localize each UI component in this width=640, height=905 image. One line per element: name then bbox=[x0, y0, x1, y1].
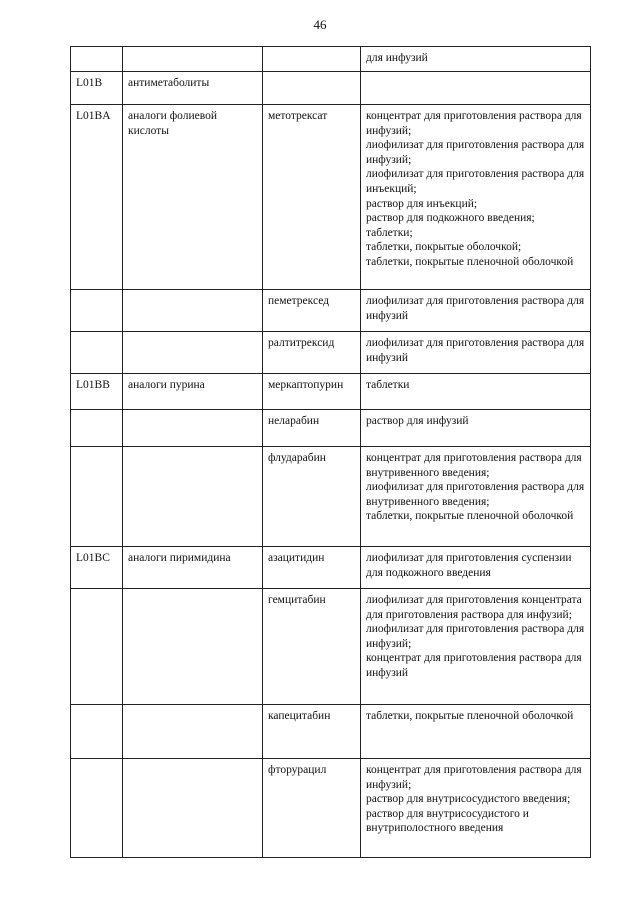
table-row bbox=[71, 105, 591, 290]
pharmacological-group-cell bbox=[123, 47, 263, 72]
dosage-form-line: концентрат для приготовления раствора для внутривенного введения; bbox=[366, 452, 582, 479]
dosage-form-line: лиофилизат для приготовления раствора для инъекций; bbox=[366, 168, 585, 195]
dosage-form-line: лиофилизат для приготовления раствора для инфузий bbox=[366, 295, 585, 322]
atc-code-cell bbox=[71, 705, 123, 759]
pharmacological-group-cell bbox=[123, 332, 263, 374]
pharmacological-group-cell bbox=[123, 759, 263, 858]
dosage-form-line: лиофилизат для приготовления раствора для инфузий; bbox=[366, 623, 585, 650]
dosage-form-line: раствор для инъекций; bbox=[366, 197, 478, 210]
dosage-form-line: раствор для внутрисосудистого введения; bbox=[366, 793, 571, 806]
drug-name-cell: пеметрексед bbox=[263, 290, 361, 332]
pharmacological-group-cell: аналоги фолиевой кислоты bbox=[123, 105, 263, 290]
drug-name-cell: капецитабин bbox=[263, 705, 361, 759]
dosage-form-cell bbox=[361, 290, 591, 332]
atc-code-cell: L01B bbox=[71, 72, 123, 105]
dosage-form-line: для инфузий bbox=[366, 52, 428, 64]
pharmacological-group-cell: аналоги пурина bbox=[123, 374, 263, 410]
dosage-form-cell bbox=[361, 332, 591, 374]
drug-name-cell: меркаптопурин bbox=[263, 374, 361, 410]
dosage-form-line: лиофилизат для приготовления концентрата для приготовления раствора для инфузий; bbox=[366, 594, 582, 621]
drug-name-cell: флударабин bbox=[263, 447, 361, 547]
drug-name-cell bbox=[263, 72, 361, 105]
drug-name-cell: неларабин bbox=[263, 410, 361, 447]
dosage-form-cell bbox=[361, 72, 591, 105]
dosage-form-line: лиофилизат для приготовления раствора для инфузий; bbox=[366, 139, 585, 166]
dosage-form-line: раствор для внутрисосудистого и внутриполостного введения bbox=[366, 807, 529, 835]
atc-code-cell: L01BB bbox=[71, 374, 123, 410]
dosage-form-line: таблетки, покрытые пленочной оболочкой bbox=[366, 710, 574, 722]
dosage-form-line: таблетки, покрытые пленочной оболочкой bbox=[366, 255, 574, 268]
page-number: 46 bbox=[313, 17, 327, 32]
pharmacological-group-cell bbox=[123, 410, 263, 447]
atc-code-cell bbox=[71, 447, 123, 547]
table-row bbox=[71, 759, 591, 858]
pharmacological-group-cell: аналоги пиримидина bbox=[123, 547, 263, 589]
table-row bbox=[71, 374, 591, 410]
dosage-form-cell bbox=[361, 410, 591, 447]
drug-name-cell: метотрексат bbox=[263, 105, 361, 290]
atc-code-cell bbox=[71, 759, 123, 858]
atc-code-cell bbox=[71, 290, 123, 332]
drug-name-cell bbox=[263, 47, 361, 72]
dosage-form-line: раствор для подкожного введения; bbox=[366, 212, 535, 225]
table-row bbox=[71, 547, 591, 589]
atc-code-cell bbox=[71, 47, 123, 72]
atc-code-cell bbox=[71, 332, 123, 374]
atc-code-cell: L01BA bbox=[71, 105, 123, 290]
pharmacological-group-cell bbox=[123, 705, 263, 759]
pharmacological-group-cell bbox=[123, 447, 263, 547]
dosage-form-cell bbox=[361, 589, 591, 705]
dosage-form-cell bbox=[361, 374, 591, 410]
dosage-form-line: лиофилизат для приготовления раствора для инфузий bbox=[366, 337, 585, 364]
drug-name-cell: гемцитабин bbox=[263, 589, 361, 705]
table-row bbox=[71, 72, 591, 105]
table-row bbox=[71, 589, 591, 705]
pharmacological-group-cell bbox=[123, 290, 263, 332]
dosage-form-line: таблетки; bbox=[366, 226, 413, 239]
dosage-form-line: концентрат для приготовления раствора для инфузий; bbox=[366, 110, 582, 137]
table-row bbox=[71, 447, 591, 547]
pharmacological-group-cell: антиметаболиты bbox=[123, 72, 263, 105]
dosage-form-cell bbox=[361, 47, 591, 72]
atc-code-cell: L01BC bbox=[71, 547, 123, 589]
dosage-form-line: раствор для инфузий bbox=[366, 415, 469, 427]
table-row bbox=[71, 290, 591, 332]
dosage-form-cell bbox=[361, 105, 591, 290]
dosage-form-cell bbox=[361, 759, 591, 858]
pharmacological-group-cell bbox=[123, 589, 263, 705]
table-row bbox=[71, 705, 591, 759]
table-row bbox=[71, 332, 591, 374]
atc-code-cell bbox=[71, 589, 123, 705]
table-row bbox=[71, 47, 591, 72]
dosage-form-line: лиофилизат для приготовления суспензии для подкожного введения bbox=[366, 552, 572, 579]
dosage-form-line: таблетки bbox=[366, 379, 410, 391]
dosage-form-line: лиофилизат для приготовления раствора для внутривенного введения; bbox=[366, 481, 585, 508]
dosage-form-cell bbox=[361, 547, 591, 589]
dosage-form-cell bbox=[361, 705, 591, 759]
dosage-form-line: таблетки, покрытые пленочной оболочкой bbox=[366, 510, 574, 523]
table-row bbox=[71, 410, 591, 447]
dosage-form-cell bbox=[361, 447, 591, 547]
dosage-form-line: концентрат для приготовления раствора для инфузий bbox=[366, 652, 582, 679]
dosage-form-line: таблетки, покрытые оболочкой; bbox=[366, 241, 522, 254]
drug-name-cell: азацитидин bbox=[263, 547, 361, 589]
drug-name-cell: фторурацил bbox=[263, 759, 361, 858]
dosage-form-line: концентрат для приготовления раствора для инфузий; bbox=[366, 764, 582, 791]
atc-code-cell bbox=[71, 410, 123, 447]
drug-name-cell: ралтитрексид bbox=[263, 332, 361, 374]
drug-table bbox=[70, 46, 591, 858]
